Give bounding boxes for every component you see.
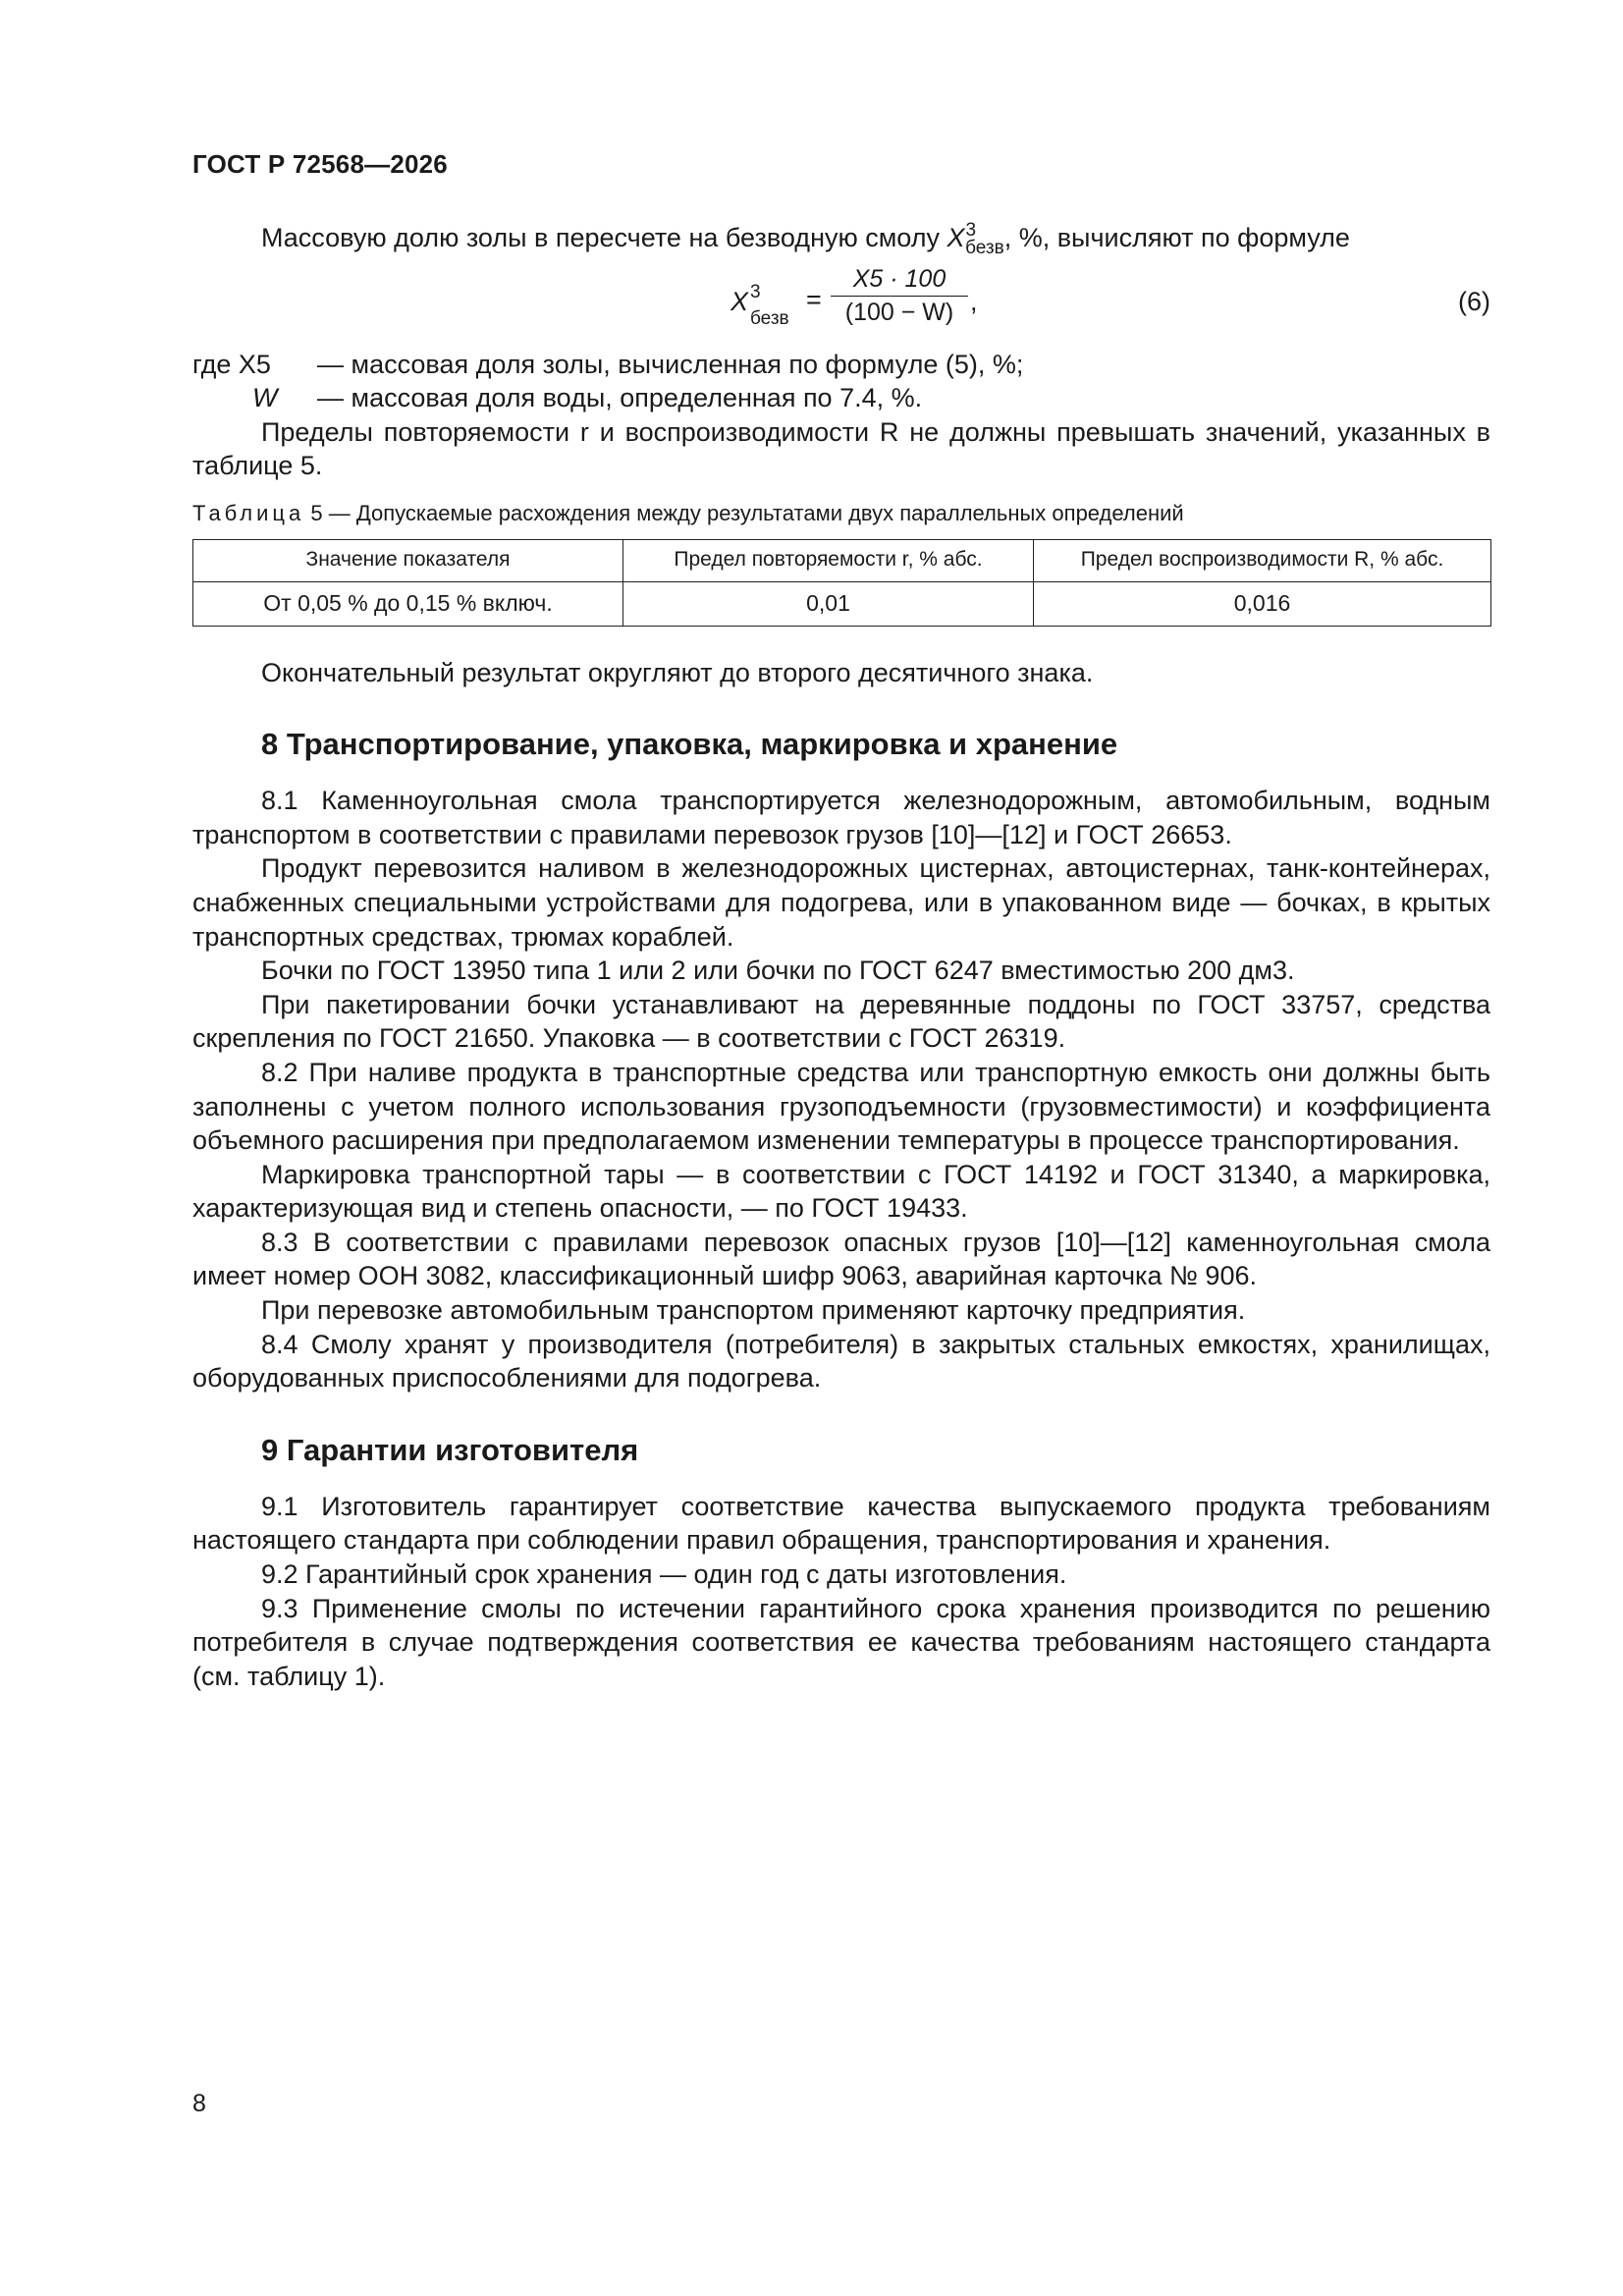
intro-text-after: , %, вычисляют по формуле bbox=[1003, 223, 1350, 252]
final-result-paragraph: Окончательный результат округляют до второго десятичного знака. bbox=[261, 657, 1094, 687]
section-9-paragraph: 9.3 Применение смолы по истечении гарантийного срока хранения производится по решению потребителя в случае подтверждения соответствия ее качества требованиям настоящего стандарта (см. таблицу 1). bbox=[192, 1593, 1490, 1691]
table-5 bbox=[192, 539, 1491, 627]
formula-6 bbox=[192, 263, 1490, 340]
section-8-paragraph: 8.1 Каменноугольная смола транспортируется железнодорожным, автомобильным, водным транспортом в соответствии с правилами перевозок грузов [10]—[12] и ГОСТ 26653. bbox=[192, 786, 1490, 849]
legend-row bbox=[192, 381, 1490, 415]
table-cell: 0,01 bbox=[623, 581, 1034, 626]
section-8-paragraph: Бочки по ГОСТ 13950 типа 1 или 2 или бочки по ГОСТ 6247 вместимостью 200 дм3. bbox=[261, 956, 1295, 986]
formula-denominator: (100 − W) bbox=[844, 298, 954, 326]
section-8-paragraph: 8.4 Смолу хранят у производителя (потребителя) в закрытых стальных емкостях, хранилищах, оборудованных приспособлениями для подогрева. bbox=[192, 1329, 1490, 1394]
table-cell: От 0,05 % до 0,15 % включ. bbox=[193, 581, 623, 626]
formula-equals: = bbox=[806, 284, 822, 314]
section-9-title: 9 Гарантии изготовителя bbox=[261, 1432, 639, 1467]
page-content bbox=[192, 221, 1490, 1693]
formula-number: (6) bbox=[1458, 286, 1490, 316]
section-9-paragraph: 9.1 Изготовитель гарантирует соответствие качества выпускаемого продукта требованиям настоящего стандарта при соблюдении правил обращения, транспортирования и хранения. bbox=[192, 1491, 1490, 1556]
legend-key: где X5 bbox=[192, 349, 271, 379]
intro-paragraph bbox=[192, 221, 1490, 259]
section-8-paragraph: 8.2 При наливе продукта в транспортные средства или транспортную емкость они должны быть заполнены с учетом полного использования грузоподъемности (грузовместимости) и коэффициента объемного расширения при предполагаемом изменении температуры в процессе транспортирования. bbox=[192, 1057, 1490, 1156]
table-header-cell: Предел повторяемости r, % абс. bbox=[623, 539, 1034, 581]
section-8-paragraph: 8.3 В соответствии с правилами перевозок опасных грузов [10]—[12] каменноугольная смола имеет номер ООН 3082, классификационный шифр 9063, аварийная карточка № 906. bbox=[192, 1227, 1490, 1291]
formula-lhs bbox=[730, 281, 789, 329]
table-caption bbox=[192, 497, 1490, 531]
legend-desc: — массовая доля золы, вычисленная по формуле (5), %; bbox=[317, 349, 1024, 379]
section-8-paragraph: При перевозке автомобильным транспортом применяют карточку предприятия. bbox=[261, 1295, 1246, 1326]
formula-lhs-sub: безв bbox=[750, 307, 789, 329]
table-header-cell: Предел воспроизводимости R, % абс. bbox=[1034, 539, 1491, 581]
table-caption-text: 5 — Допускаемые расхождения между результатами двух параллельных определений bbox=[304, 500, 1184, 525]
intro-symbol-sup: 3 bbox=[965, 220, 977, 241]
intro-symbol: X bbox=[947, 223, 965, 252]
formula-comma: , bbox=[970, 286, 978, 316]
table-header-row bbox=[193, 539, 1491, 581]
intro-symbol-sub: безв bbox=[965, 238, 1004, 258]
table-header-cell: Значение показателя bbox=[193, 539, 623, 581]
formula-numerator: X5 · 100 bbox=[852, 264, 947, 293]
formula-lhs-symbol: X bbox=[730, 286, 749, 316]
section-8-paragraph: При пакетировании бочки устанавливают на деревянные поддоны по ГОСТ 33757, средства скрепления по ГОСТ 21650. Упаковка — в соответствии с ГОСТ 26319. bbox=[192, 989, 1490, 1054]
document-header: ГОСТ Р 72568—2026 bbox=[192, 149, 448, 179]
section-9-paragraph: 9.2 Гарантийный срок хранения — один год с даты изготовления. bbox=[261, 1559, 1067, 1590]
intro-text: Массовую долю золы в пересчете на безводную смолу bbox=[261, 223, 947, 252]
section-8-paragraph: Маркировка транспортной тары — в соответствии с ГОСТ 14192 и ГОСТ 31340, а маркировка, характеризующая вид и степень опасности, — по ГОСТ 19433. bbox=[192, 1159, 1490, 1224]
formula-lhs-sup: 3 bbox=[750, 281, 761, 302]
section-8-paragraph: Продукт перевозится наливом в железнодорожных цистернах, автоцистернах, танк-контейнерах, снабженных специальными устройствами для подогрева, или в упакованном виде — бочках, в крытых транспортных средствах, трюмах кораблей. bbox=[192, 853, 1490, 952]
fraction-bar bbox=[831, 296, 968, 297]
table-cell: 0,016 bbox=[1034, 581, 1491, 626]
limits-paragraph: Пределы повторяемости r и воспроизводимости R не должны превышать значений, указанных в таблице 5. bbox=[192, 416, 1490, 481]
legend-row bbox=[192, 348, 1490, 382]
table-caption-label: Таблица bbox=[192, 500, 305, 525]
page-number: 8 bbox=[192, 2090, 206, 2117]
formula-legend bbox=[192, 348, 1490, 415]
formula-fraction bbox=[831, 263, 968, 327]
legend-key: W bbox=[252, 383, 278, 413]
legend-desc: — массовая доля воды, определенная по 7.4, %. bbox=[317, 383, 923, 413]
table-row bbox=[193, 581, 1491, 626]
section-8-title: 8 Транспортирование, упаковка, маркировка и хранение bbox=[261, 727, 1118, 762]
